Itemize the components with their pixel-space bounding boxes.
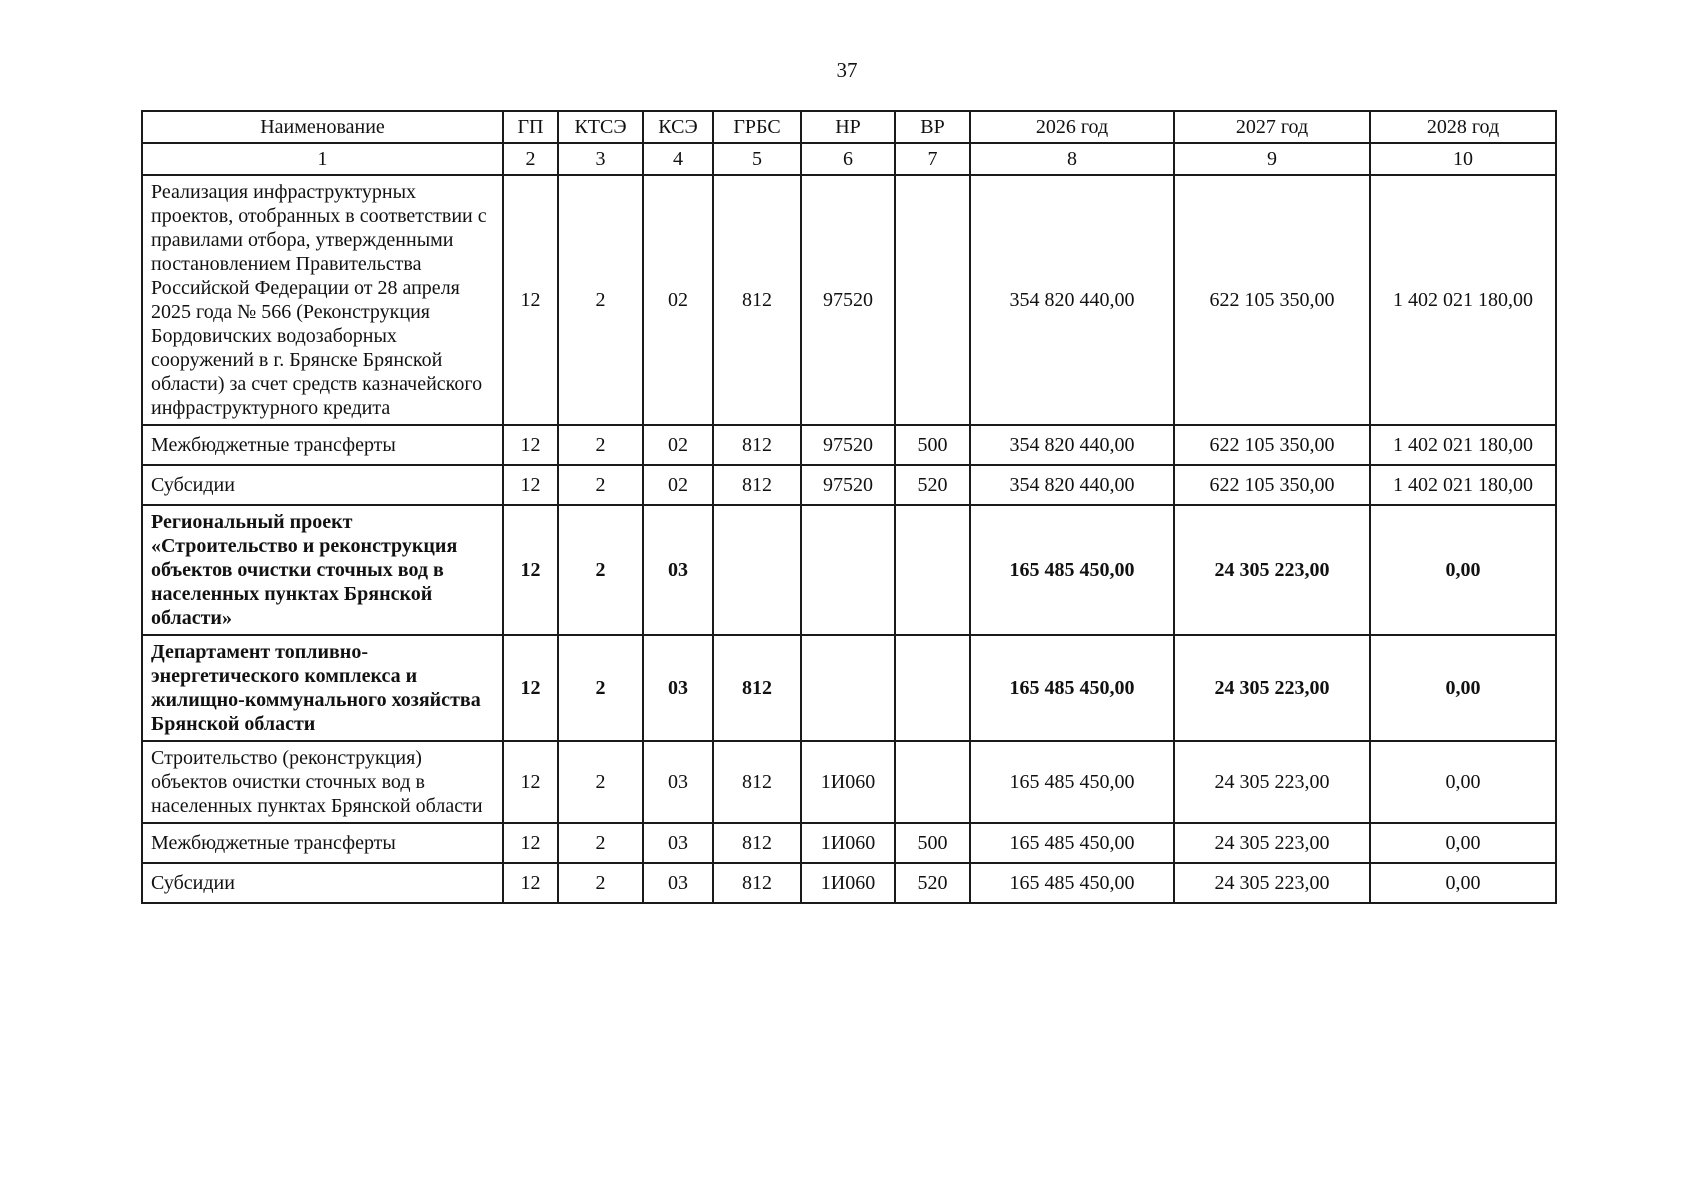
cell-ktse: 2 <box>558 175 643 425</box>
cell-2027: 24 305 223,00 <box>1174 505 1370 635</box>
cell-grbs: 812 <box>713 863 801 903</box>
cell-kse: 02 <box>643 465 713 505</box>
cell-vr <box>895 175 970 425</box>
cell-nr: 1И060 <box>801 741 895 823</box>
cell-2028: 0,00 <box>1370 823 1556 863</box>
cell-2026: 354 820 440,00 <box>970 175 1174 425</box>
cell-vr: 520 <box>895 863 970 903</box>
cell-kse: 03 <box>643 741 713 823</box>
cell-nr: 97520 <box>801 465 895 505</box>
cell-gp: 12 <box>503 465 558 505</box>
cell-2028: 1 402 021 180,00 <box>1370 175 1556 425</box>
cell-grbs: 812 <box>713 425 801 465</box>
cell-gp: 12 <box>503 741 558 823</box>
table-row <box>142 823 1556 863</box>
cell-ktse: 2 <box>558 863 643 903</box>
column-number: 9 <box>1174 143 1370 175</box>
cell-2026: 165 485 450,00 <box>970 863 1174 903</box>
cell-2027: 622 105 350,00 <box>1174 425 1370 465</box>
cell-vr <box>895 741 970 823</box>
cell-2028: 0,00 <box>1370 635 1556 741</box>
cell-kse: 03 <box>643 823 713 863</box>
cell-nr: 97520 <box>801 425 895 465</box>
column-number: 6 <box>801 143 895 175</box>
header-grbs: ГРБС <box>713 111 801 143</box>
cell-2028: 0,00 <box>1370 863 1556 903</box>
cell-ktse: 2 <box>558 425 643 465</box>
cell-nr: 1И060 <box>801 823 895 863</box>
column-number: 4 <box>643 143 713 175</box>
cell-gp: 12 <box>503 175 558 425</box>
cell-kse: 02 <box>643 175 713 425</box>
table-row <box>142 425 1556 465</box>
cell-kse: 03 <box>643 863 713 903</box>
row-name: Реализация инфраструктурных проектов, отобранных в соответствии с правилами отбора, утвержденными постановлением Правительства Российской Федерации от 28 апреля 2025 года № 566 (Реконструкция Бордовичских водозаборных сооружений в г. Брянске Брянской области) за счет средств казначейского инфраструктурного кредита <box>142 175 503 425</box>
column-number: 3 <box>558 143 643 175</box>
column-number: 10 <box>1370 143 1556 175</box>
column-number: 2 <box>503 143 558 175</box>
header-2028: 2028 год <box>1370 111 1556 143</box>
column-number: 5 <box>713 143 801 175</box>
table-row <box>142 741 1556 823</box>
cell-grbs: 812 <box>713 635 801 741</box>
cell-2027: 622 105 350,00 <box>1174 465 1370 505</box>
cell-grbs: 812 <box>713 175 801 425</box>
cell-2028: 0,00 <box>1370 505 1556 635</box>
cell-2027: 24 305 223,00 <box>1174 741 1370 823</box>
cell-ktse: 2 <box>558 505 643 635</box>
cell-2028: 0,00 <box>1370 741 1556 823</box>
cell-2026: 165 485 450,00 <box>970 823 1174 863</box>
cell-vr: 520 <box>895 465 970 505</box>
column-number: 1 <box>142 143 503 175</box>
header-gp: ГП <box>503 111 558 143</box>
table-row <box>142 465 1556 505</box>
table-header-row <box>142 111 1556 143</box>
cell-ktse: 2 <box>558 635 643 741</box>
cell-kse: 03 <box>643 635 713 741</box>
header-nr: НР <box>801 111 895 143</box>
cell-gp: 12 <box>503 505 558 635</box>
column-number-row <box>142 143 1556 175</box>
column-number: 7 <box>895 143 970 175</box>
cell-grbs <box>713 505 801 635</box>
column-number: 8 <box>970 143 1174 175</box>
cell-ktse: 2 <box>558 823 643 863</box>
row-name: Межбюджетные трансферты <box>142 823 503 863</box>
table-row <box>142 505 1556 635</box>
cell-2027: 24 305 223,00 <box>1174 635 1370 741</box>
cell-2026: 354 820 440,00 <box>970 465 1174 505</box>
cell-kse: 02 <box>643 425 713 465</box>
table-row <box>142 863 1556 903</box>
cell-vr: 500 <box>895 425 970 465</box>
cell-nr <box>801 635 895 741</box>
cell-vr <box>895 635 970 741</box>
cell-2028: 1 402 021 180,00 <box>1370 425 1556 465</box>
page-number: 37 <box>836 58 858 82</box>
table-row <box>142 635 1556 741</box>
table-row <box>142 175 1556 425</box>
header-2027: 2027 год <box>1174 111 1370 143</box>
cell-grbs: 812 <box>713 823 801 863</box>
cell-ktse: 2 <box>558 741 643 823</box>
cell-2028: 1 402 021 180,00 <box>1370 465 1556 505</box>
cell-2027: 622 105 350,00 <box>1174 175 1370 425</box>
cell-2026: 354 820 440,00 <box>970 425 1174 465</box>
cell-gp: 12 <box>503 823 558 863</box>
cell-2026: 165 485 450,00 <box>970 635 1174 741</box>
cell-gp: 12 <box>503 863 558 903</box>
row-name: Строительство (реконструкция) объектов очистки сточных вод в населенных пунктах Брянской области <box>142 741 503 823</box>
header-ktse: КТСЭ <box>558 111 643 143</box>
header-2026: 2026 год <box>970 111 1174 143</box>
budget-table <box>141 110 1557 904</box>
cell-nr: 97520 <box>801 175 895 425</box>
cell-kse: 03 <box>643 505 713 635</box>
cell-gp: 12 <box>503 425 558 465</box>
row-name: Департамент топливно-энергетического комплекса и жилищно-коммунального хозяйства Брянской области <box>142 635 503 741</box>
cell-2026: 165 485 450,00 <box>970 741 1174 823</box>
cell-gp: 12 <box>503 635 558 741</box>
cell-vr: 500 <box>895 823 970 863</box>
cell-2027: 24 305 223,00 <box>1174 863 1370 903</box>
cell-nr: 1И060 <box>801 863 895 903</box>
cell-grbs: 812 <box>713 465 801 505</box>
cell-vr <box>895 505 970 635</box>
header-vr: ВР <box>895 111 970 143</box>
row-name: Межбюджетные трансферты <box>142 425 503 465</box>
cell-2026: 165 485 450,00 <box>970 505 1174 635</box>
header-kse: КСЭ <box>643 111 713 143</box>
cell-2027: 24 305 223,00 <box>1174 823 1370 863</box>
cell-nr <box>801 505 895 635</box>
row-name: Субсидии <box>142 465 503 505</box>
cell-grbs: 812 <box>713 741 801 823</box>
row-name: Региональный проект «Строительство и реконструкция объектов очистки сточных вод в населенных пунктах Брянской области» <box>142 505 503 635</box>
cell-ktse: 2 <box>558 465 643 505</box>
header-name: Наименование <box>142 111 503 143</box>
row-name: Субсидии <box>142 863 503 903</box>
